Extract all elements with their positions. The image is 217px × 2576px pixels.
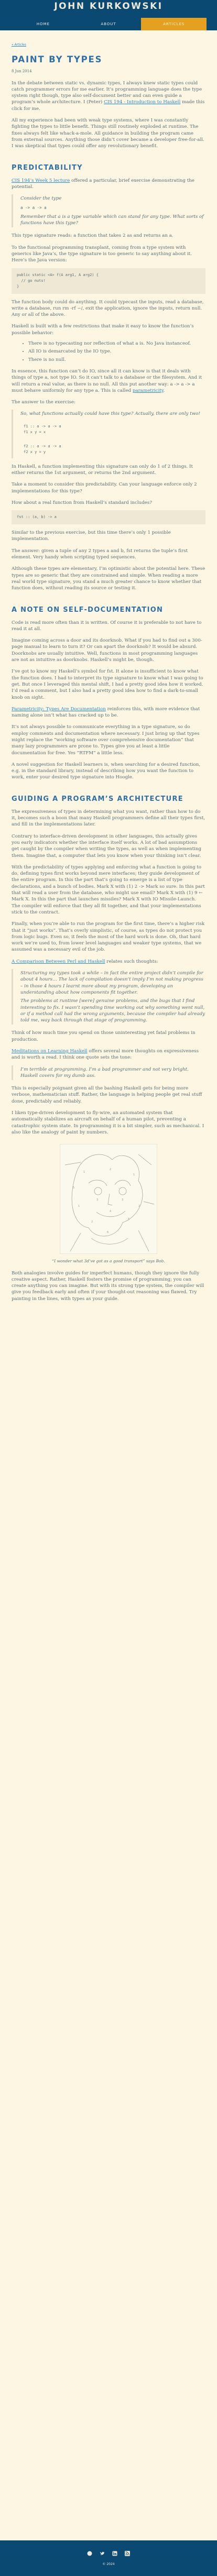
svg-text:2: 2: [91, 1220, 93, 1224]
paint-by-numbers-drawing: [60, 1144, 157, 1254]
paragraph: The expressiveness of types in determining what you want, rather than how to do it, becomes such a boon that many Haskell programmers define all their types first, and fill in the implementations later.: [12, 809, 205, 828]
paragraph: Similar to the previous exercise, but this time there’s only 1 possible implementation.: [12, 530, 171, 542]
paragraph: Both analogies involve guides for imperfect humans, though they ignore the fully creative aspect. Rather, Haskell fosters the promise of programming; you can create anything you can imagine. But with its strong type system, the compiler will give you feedback early and often if your thought-out reasoning was flawed. Try painting in the lines, with types as your guide.: [12, 1270, 204, 1302]
svg-text:1: 1: [78, 1205, 80, 1208]
quote-meditations: I’m terrible at programming. I’m a bad programmer and not very bright. Haskell covers for my dumb ass.: [12, 1065, 205, 1081]
svg-text:1: 1: [83, 1171, 85, 1174]
heading-architecture: GUIDING A PROGRAM’S ARCHITECTURE: [12, 795, 183, 803]
paragraph: Imagine coming across a door and its doorknob. What if you had to find out a 300-page manual to learn to turn it? Or can apart the doorknob? It would be absurd. Doorknobs are usually intuitive. Well, functions in most programming languages are not as intuitive as doorknobs. Haskell’s might be, though.: [12, 638, 202, 663]
list-item: • All IO is demarcated by the IO type.: [28, 348, 205, 355]
paragraph: It’s not always possible to communicate everything in a type signature, so do employ comments and documentation where necessary. I just bring up that types might replace the “working software over comprehensive documentation” that many lazy programmers are prone to. Types give you at least a little documentation for free. Yes “RTFM” a little less.: [12, 724, 200, 756]
quote-code-f2: f2 :: a -> a -> a f2 x y = y: [24, 444, 61, 454]
quote-code: a -> a -> a: [20, 205, 47, 211]
paragraph: Contrary to interface-driven development in other languages, this actually gives you early indicators whether the interface itself works. A lot of bad assumptions get caught by the compiler when writing the types, as well as when implementing them. Imagine that, a computer that lets you know when your thinking isn’t clear.: [12, 833, 202, 858]
social-icons: [0, 2551, 217, 2556]
paragraph: How about a real function from Haskell’s standard includes?: [12, 500, 153, 505]
twitter-icon[interactable]: [100, 2551, 105, 2556]
main-nav: [10, 18, 207, 30]
paragraph: Although these types are elementary, I’m optimistic about the potential here. These types are so generic that they are constrained and simple. When reading a more real world type signature, you stand a much greater chance to know whether that function does, without reading its source or testing it.: [12, 566, 205, 591]
page-title: PAINT BY TYPES: [12, 54, 103, 65]
svg-text:5: 5: [73, 1186, 75, 1190]
paragraph: The function body could do anything. It could typecast the inputs, read a database, write a database, run rm -rf ~/, exit the application, ignore the inputs, return null. Any or all of the above.: [12, 299, 204, 318]
cis194-link[interactable]: CIS 194 - Introduction to Haskell: [104, 100, 181, 105]
paragraph: Haskell is built with a few restrictions that make it easy to know the function’s possible behavior:: [12, 324, 194, 336]
site-header: [0, 0, 217, 30]
paragraph: This type signature reads: a function that takes 2 as and returns an a.: [12, 233, 173, 239]
article-container: [0, 42, 217, 1302]
paragraph: A novel suggestion for Haskell learners is, when searching for a desired function, e.g. in the standard library, instead of describing how you want the function to work, enter your desired type signature into Hoogle.: [12, 762, 201, 780]
paragraph: In essence, this function can’t do IO, since all it can know is that it deals with things of type a, not type IO. So it can’t talk to a database or the filesystem. And it will return a real value, as there is no null. All this put another way: a -> a -> a must behave uniformly for any type a. This is called parametricity.: [12, 368, 202, 393]
paragraph: Meditations on Learning Haskell offers several more thoughts on expressiveness and is worth a read. I think one quote sets the tone:: [12, 1048, 199, 1061]
code-block-java: public static <A> f(A arg1, A arg2) { // go nuts! }: [12, 268, 205, 294]
paragraph: The answer: given a tuple of any 2 types a and b, fst returns the tuple’s first element. Very handy when scripting typed sequences.: [12, 548, 188, 560]
svg-text:5: 5: [128, 1218, 130, 1221]
code-block-fst: fst :: (a, b) -> a: [12, 510, 205, 524]
perl-haskell-link[interactable]: A Comparison Between Perl and Haskell: [12, 959, 105, 964]
nav-home[interactable]: HOME: [36, 21, 50, 26]
svg-text:3: 3: [122, 1198, 124, 1202]
heading-self-documentation: A NOTE ON SELF-DOCUMENTATION: [12, 606, 164, 614]
rss-icon[interactable]: [125, 2551, 130, 2556]
paragraph: To the functional programming transplant, coming from a type system with generics like Java’s, the type signature is too generic to say anything about it. Here’s the Java version:: [12, 245, 192, 263]
github-icon[interactable]: [87, 2551, 92, 2556]
parametricity-link[interactable]: parametricity: [132, 388, 164, 393]
paragraph: Code is read more often than it is written. Of course it is preferable to not have to read it at all.: [12, 620, 202, 632]
paragraph: Take a moment to consider this predictability. Can your language enforce only 2 implementations for this type?: [12, 482, 197, 494]
paragraph: Think of how much time you spend on those uninteresting yet fatal problems in production.: [12, 1030, 196, 1042]
paragraph: All my experience had been with weak type systems, where I was constantly fighting the types to little benefit. Things still routinely exploded at runtime. The fixes always felt like whack-a-mole. All guidance in building the program came from external sources. Anything those didn’t cover became a developer free-for-all. I was skeptical that types could offer any revolutionary benefit.: [12, 118, 204, 149]
meditations-link[interactable]: Meditations on Learning Haskell: [12, 1048, 88, 1054]
paragraph: I’ve got to know my Haskell’s symbol for fst. It alone is insufficient to know what the function does. I had to interpret its type signature to know what I was going to get. But once I leveraged this mental shift, I had a pretty good idea how it worked. I’d read a comment, but I also had a pretty good idea how to find a dark-to-small knob on sight.: [12, 669, 203, 700]
paragraph: In Haskell, a function implementing this signature can only do 1 of 2 things. It either returns the 1st argument, or returns the 2nd argument.: [12, 464, 193, 476]
breadcrumb-articles[interactable]: « Articles: [12, 43, 26, 47]
quote-answer: So, what functions actually could have this type? Actually, there are only two! f1 :: a -> a -> a f1 x y = x f2 :: a -> a -> a f2 x y = y: [12, 410, 205, 458]
paragraph: A Comparison Between Perl and Haskell relates such thoughts:: [12, 959, 158, 964]
copyright: © 2024: [102, 2562, 115, 2566]
nav-about[interactable]: ABOUT: [101, 21, 116, 26]
svg-text:2: 2: [138, 1205, 140, 1208]
heading-predictability: PREDICTABILITY: [12, 163, 83, 172]
post-date: 8 Jun 2014: [12, 69, 32, 74]
quote-exercise: Consider the type a -> a -> a Remember that a is a type variable which can stand for any type. What sorts of functions have this type?: [12, 194, 205, 227]
figure-caption: “I wonder what 3d’ve got as a good transport” says Bob.: [52, 1259, 165, 1264]
quote-perl-haskell: Structuring my types took a while – in fact the entire project didn’t compile for about 4 hours… The lack of compilation doesn’t imply I’m not making progress – in those 4 hours I learnt more about my program, developing an understanding about how components fit together. The problems at runtime [were] genuine problems, and the bugs that I find interesting to fix. I wasn’t spending time working out why something went null, or if a method call had the wrong arguments, because the compiler had already told me, way back through that stage of programming.: [12, 969, 205, 1025]
parametricity-docs-link[interactable]: Parametricity: Types Are Documentation: [12, 706, 106, 712]
paragraph: This is especially poignant given all the bashing Haskell gets for being more verbose, mathematician stuff. Rather, the language is helping people get real stuff done, predictably and reliably.: [12, 1086, 202, 1104]
paragraph: Parametricity: Types Are Documentation reinforces this, with more evidence that naming alone isn’t what has cracked up to be.: [12, 706, 200, 719]
week5-lecture-link[interactable]: CIS 194’s Week 5 lecture: [12, 178, 70, 183]
svg-text:2: 2: [110, 1168, 112, 1172]
nav-articles[interactable]: ARTICLES: [141, 18, 207, 30]
paint-by-numbers-image: [60, 1144, 157, 1254]
svg-text:3: 3: [96, 1198, 99, 1202]
svg-text:4: 4: [110, 1210, 112, 1214]
list-item: • There is no typecasting nor reflection of what a is. No Java instanceof.: [28, 340, 205, 347]
paragraph: The answer to the exercise:: [12, 400, 75, 405]
paint-by-numbers-figure: [12, 1144, 205, 1264]
svg-text:1: 1: [133, 1173, 135, 1177]
list-item: • There is no null.: [28, 357, 205, 363]
quote-code-f1: f1 :: a -> a -> a f1 x y = x: [24, 424, 61, 434]
site-title[interactable]: JOHN KURKOWSKI: [54, 1, 163, 12]
paragraph: I liken type-driven development to fly-wire, an automated system that automatically stabilizes an aircraft on behalf of a human pilot, preventing a catastrophic system state. In programming it is a bit simpler, such as mechanical. I also like the analogy of paint by numbers.: [12, 1110, 204, 1135]
paragraph: Finally, when you’re able to run the program for the first time, there’s a higher risk that it “just works”. That’s overly simplistic, of course, as types do not protect you from logic bugs. Even so, it feels the most of the hard work is done. Oh, that hard work we’re used to, from lower level languages and weaker type systems, that we assumed was a necessary evil of the job.: [12, 921, 205, 953]
paragraph: With the predictability of types applying and enforcing what a function is going to do, defining types first works beyond mere interfaces; they guide development of the entire program. In this the part that’s going to emerge is a list of type declarations, and a bunch of bodies. Mark X with (1) 2 -> Mark so sure. In this part that will read a user from the database, who might use email? Mark X with (1) 9 ← Mark X. In this the part that launches missiles? Mark X with IO Missile-Launch. The compiler will enforce that they all fit together, and that your implementations stick to the contract.: [12, 864, 205, 915]
svg-text:6: 6: [107, 1231, 109, 1235]
restriction-list: [12, 340, 205, 363]
intro-paragraph: In the debate between static vs. dynamic types, I always knew static types could catch programmer errors for me earlier. It’s programming language does the type system right though, type also self-document better and can even guide a program’s whole architecture. I (Peter) CIS 194 - Introduction to Haskell made this click for me.: [12, 80, 205, 112]
linkedin-icon[interactable]: [112, 2551, 117, 2556]
paragraph: CIS 194’s Week 5 lecture offered a particular, brief exercise demonstrating the potential.: [12, 178, 194, 190]
site-footer: [0, 2540, 217, 2576]
